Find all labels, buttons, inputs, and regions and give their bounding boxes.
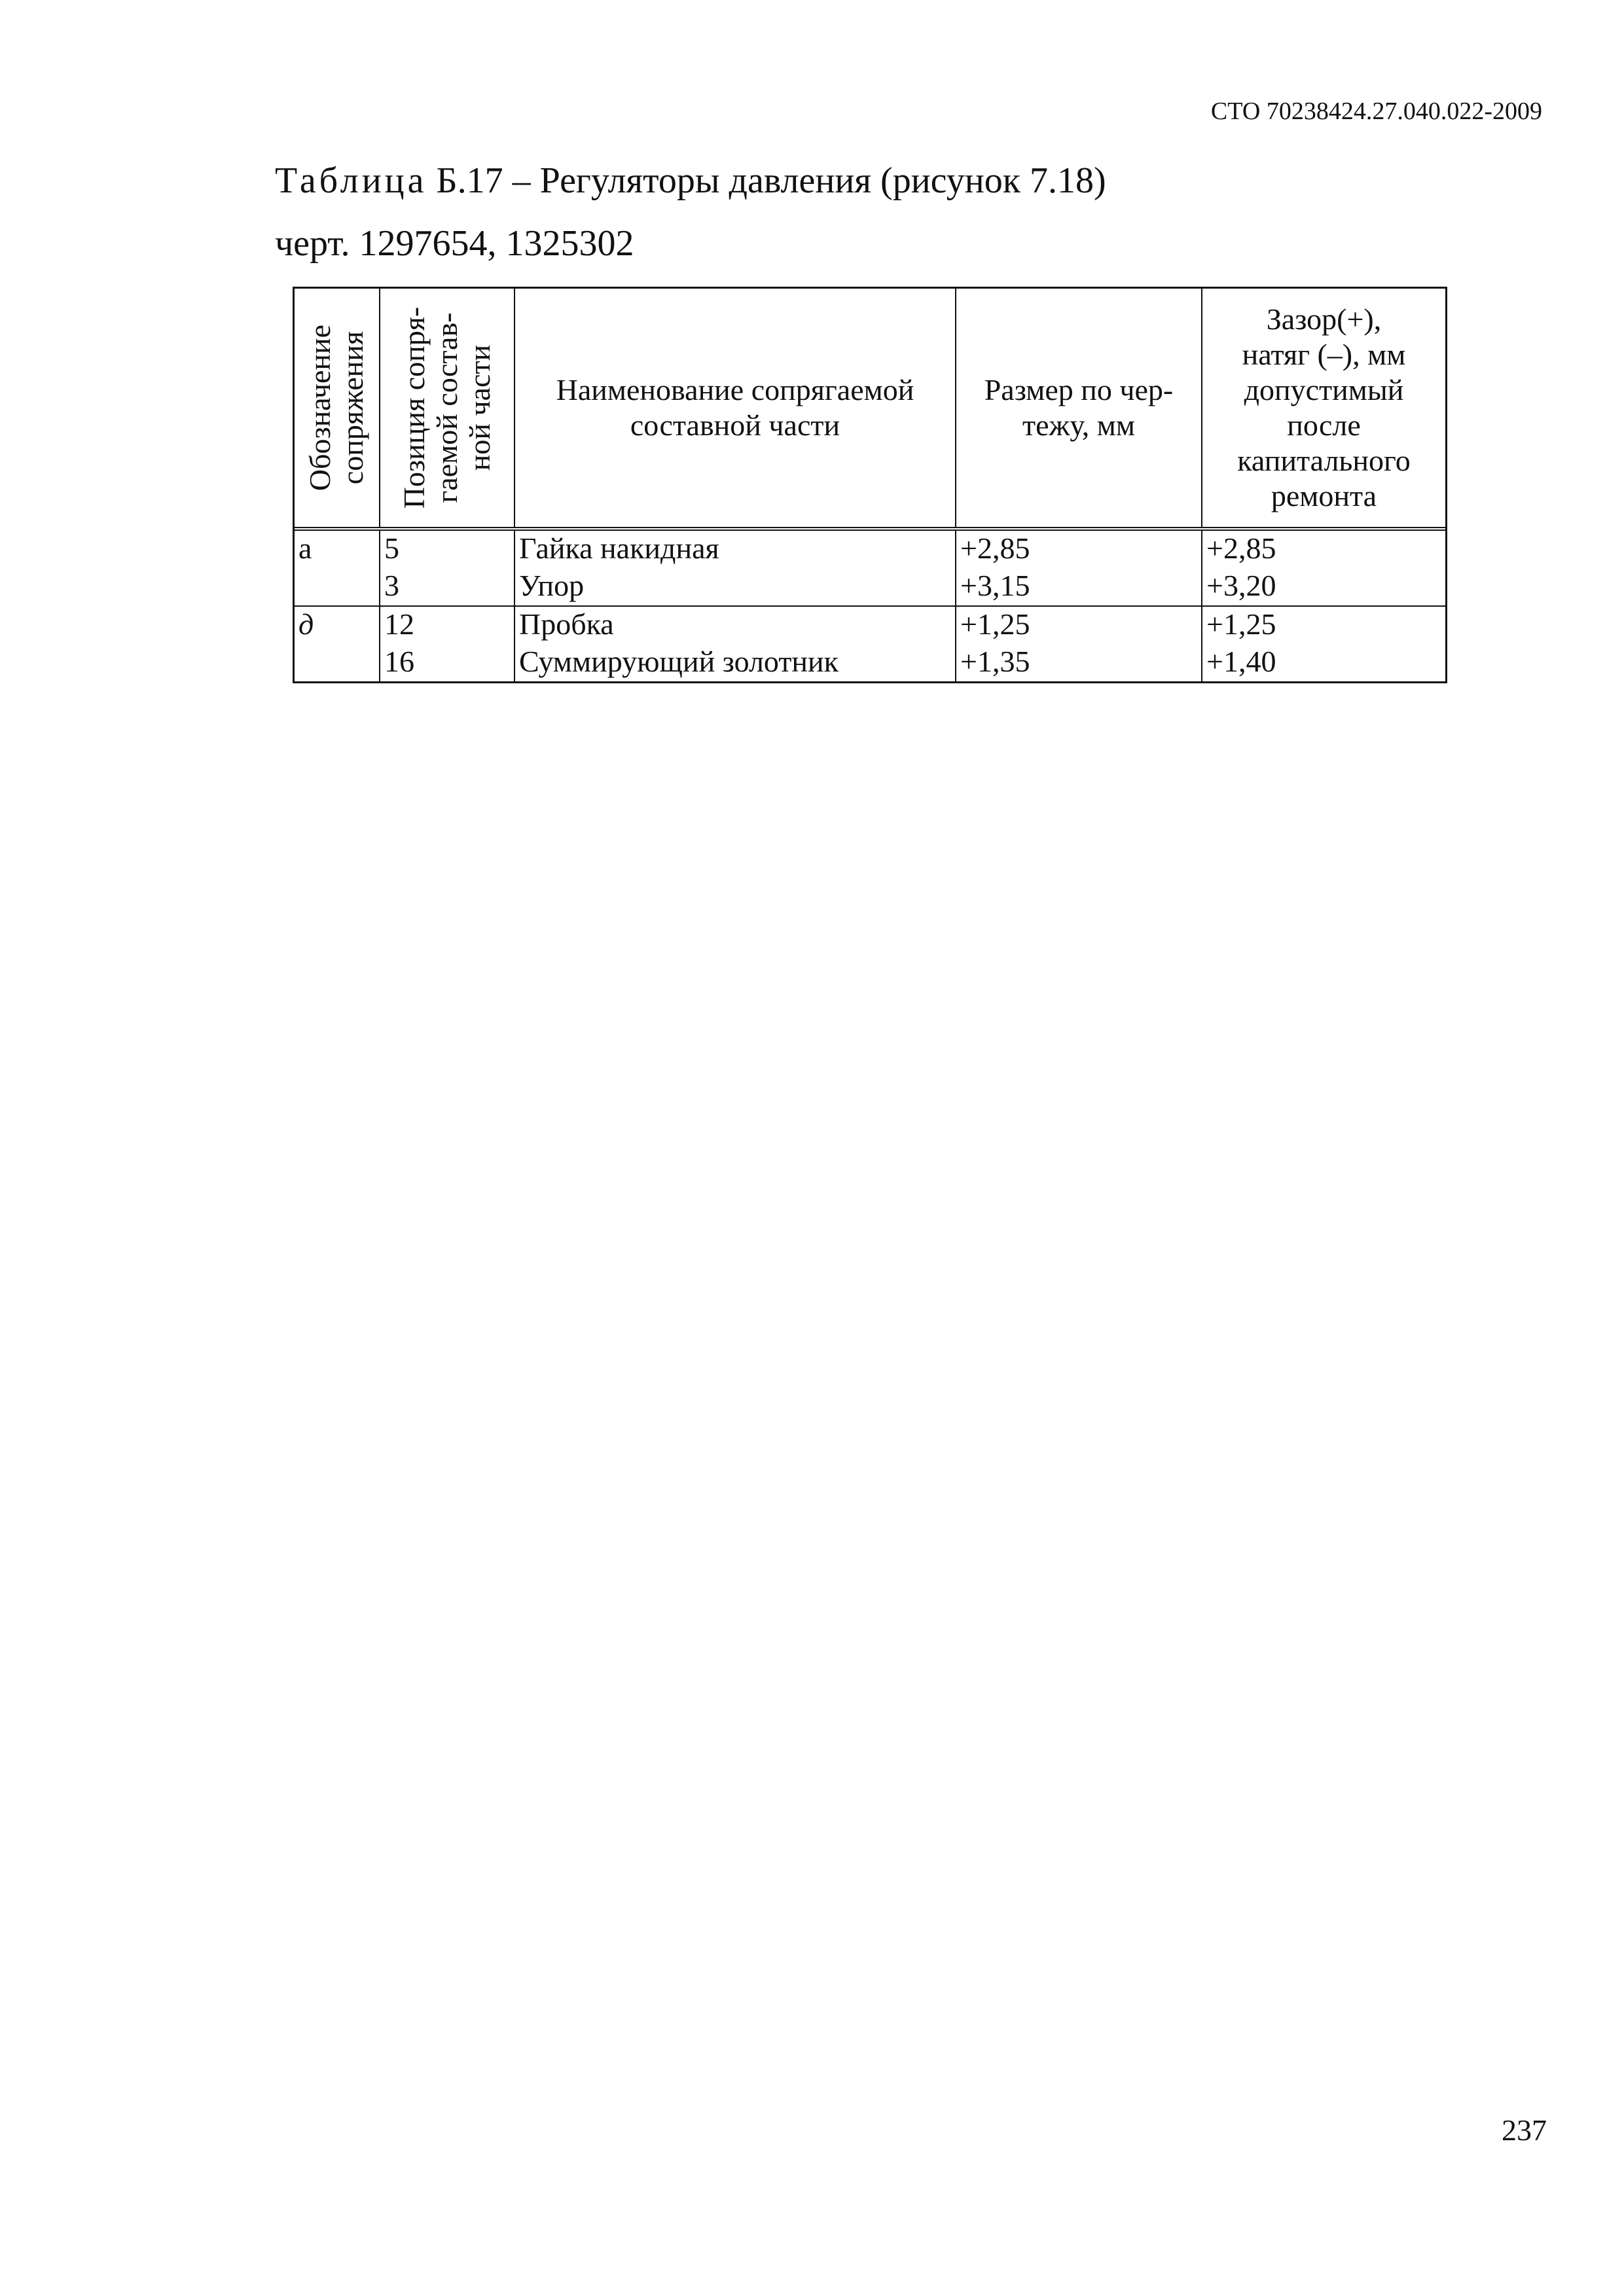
header-col4-line2: тежу, мм <box>1022 408 1135 442</box>
header-col2-line3: ной части <box>463 344 497 471</box>
document-code: СТО 70238424.27.040.022-2009 <box>1210 98 1542 125</box>
header-col5-line5: капитального <box>1237 444 1411 477</box>
header-mating-designation <box>295 289 380 529</box>
cell-mark <box>295 568 380 606</box>
cell-mark <box>295 644 380 681</box>
table-row <box>295 568 1445 606</box>
cell-size: +1,25 <box>956 606 1202 644</box>
cell-size: +1,35 <box>956 644 1202 681</box>
cell-mark: а <box>295 529 380 568</box>
page-number: 237 <box>1502 2113 1547 2147</box>
cell-allowed: +2,85 <box>1202 529 1445 568</box>
header-col5-line1: Зазор(+), <box>1266 302 1382 336</box>
header-part-name <box>514 289 956 529</box>
cell-allowed: +1,25 <box>1202 606 1445 644</box>
cell-name: Упор <box>514 568 956 606</box>
cell-size: +3,15 <box>956 568 1202 606</box>
header-allowed-clearance <box>1202 289 1445 529</box>
cell-position: 3 <box>380 568 514 606</box>
cell-allowed: +1,40 <box>1202 644 1445 681</box>
table-title-word: Таблица <box>275 160 427 201</box>
cell-position: 16 <box>380 644 514 681</box>
header-col2-line2: гаемой состав- <box>430 312 464 503</box>
cell-name: Гайка накидная <box>514 529 956 568</box>
header-col3-line1: Наименование сопрягаемой <box>556 373 914 406</box>
header-col1-line1: Обозначение <box>303 324 337 492</box>
header-col2-line1: Позиция сопря- <box>397 306 431 509</box>
header-part-position <box>380 289 514 529</box>
cell-position: 5 <box>380 529 514 568</box>
cell-position: 12 <box>380 606 514 644</box>
header-col1-line2: сопряжения <box>336 331 370 485</box>
header-col5-line2: натяг (–), мм <box>1242 338 1406 371</box>
cell-size: +2,85 <box>956 529 1202 568</box>
table-title-text: Б.17 – Регуляторы давления (рисунок 7.18) <box>427 160 1106 201</box>
header-drawing-size <box>956 289 1202 529</box>
table <box>295 289 1445 681</box>
table-row <box>295 606 1445 644</box>
table-header-row <box>295 289 1445 529</box>
table-row <box>295 644 1445 681</box>
cell-name: Суммирующий золотник <box>514 644 956 681</box>
header-col3-line2: составной части <box>630 408 840 442</box>
drawing-numbers: черт. 1297654, 1325302 <box>275 223 634 264</box>
header-col5-line4: после <box>1287 408 1361 442</box>
cell-allowed: +3,20 <box>1202 568 1445 606</box>
table-title <box>275 160 1106 202</box>
header-col5-line3: допустимый <box>1244 373 1404 406</box>
header-col4-line1: Размер по чер- <box>984 373 1174 406</box>
cell-name: Пробка <box>514 606 956 644</box>
table-row <box>295 529 1445 568</box>
pressure-regulators-table <box>293 287 1447 683</box>
header-col5-line6: ремонта <box>1271 479 1377 512</box>
cell-mark: д <box>295 606 380 644</box>
